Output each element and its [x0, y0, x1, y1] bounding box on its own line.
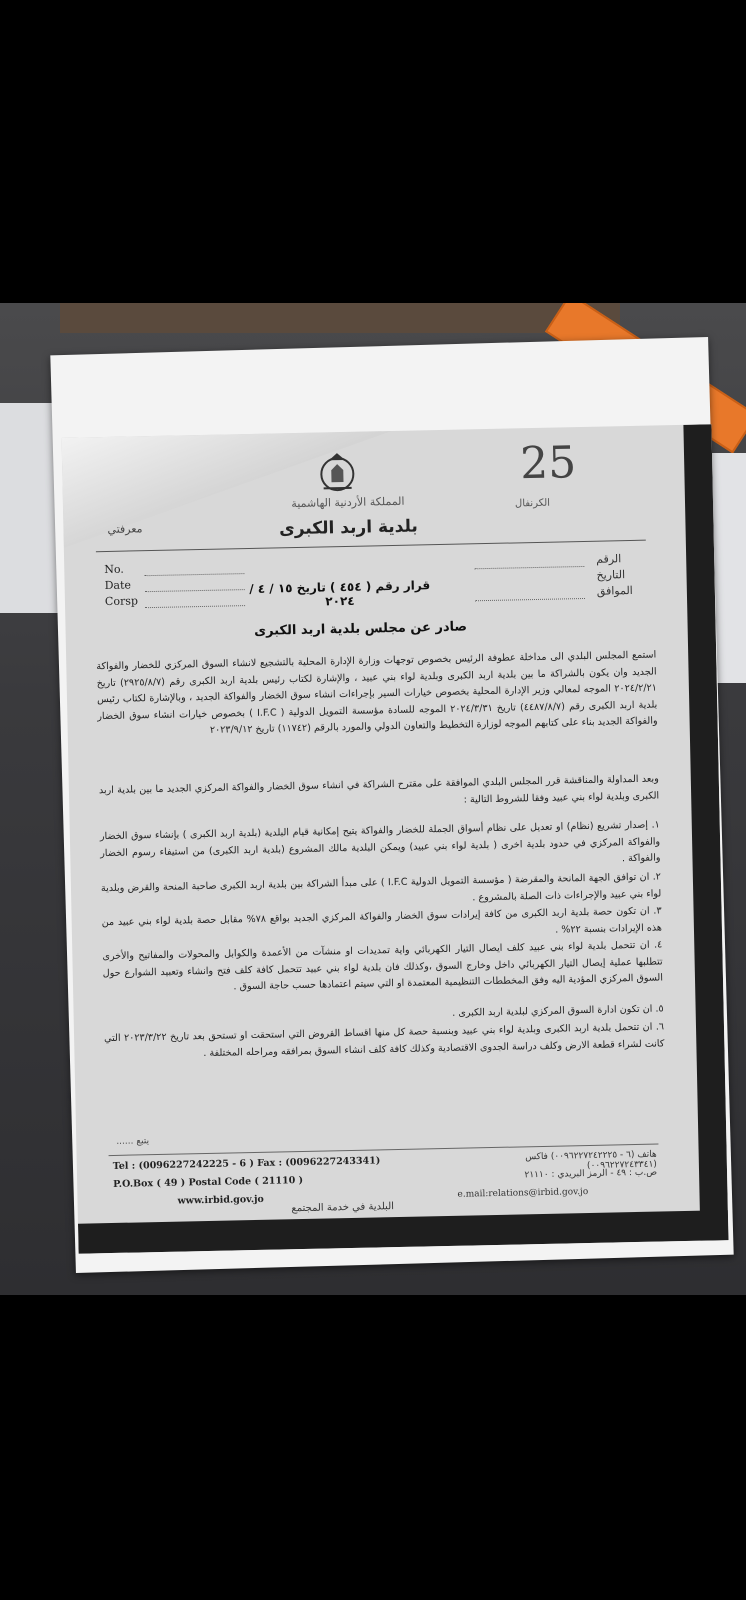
footer-email: e.mail:relations@irbid.gov.jo: [457, 1187, 589, 1200]
paragraph-intro: استمع المجلس البلدي الى مداخلة عطوفة الرئيس بخصوص توجهات وزارة الإدارة المحلية بالتشجيع لانشاء السوق المركزي للخضار والفواكة الجديد وان يكون بالشراكة ما بين بلدية اربد الكبرى وبلدية لواء بني عبيد ، والإشارة لكتاب رئيس بلدية اربد الكبرى رقم (٢٩٢٥/٨/٧) تاريخ ٢٠٢٤/٢/٢١ الموجه لمعالي وزير الإدارة المحلية بخصوص خيارات السير بإجراءات انشاء سوق الخضار والفواكة الجديد ، وبالإشارة لكتاب رئيس بلدية اربد الكبرى رقم (٤٤٨٧/٨/٧) تاريخ ٢٠٢٤/٣/٣١ الموجه للسادة مؤسسة التمويل الدولية ( I.F.C ) بخصوص خيارات انشاء سوق الخضار والفواكة الجديد بناء على كتابهم الموجه لوزارة التخطيط والتعاون الدولي والمورد بالرقم (١١٧٤٢) تاريخ ٢٠٢٣/٩/١٢: [96, 649, 658, 736]
footer-pobox: P.O.Box ( 49 ) Postal Code ( 21110 ): [113, 1175, 304, 1190]
date-label: Date: [104, 578, 132, 593]
header-rule: [96, 540, 646, 553]
condition-item-1: ١. إصدار تشريع (نظام) او تعديل على نظام أسواق الجملة للخضار والفواكة يتيح إمكانية قيام البلدية (بلدية اربد الكبرى ) بإنشاء سوق الخضار والفواكة المركزي في حدود بلدية اخرى ( بلدية لواء بني عبيد) ويمكن البلدية مالك المشروع (بلدية اربد الكبرى) من استيفاء رسوم الخضار والفواكة .: [99, 819, 661, 865]
signature-stamp: معرفتي: [107, 522, 143, 536]
footer-slogan: البلدية في خدمة المجتمع: [291, 1201, 395, 1215]
continued-note: يتبع ......: [116, 1136, 150, 1147]
footer-tel: Tel : (0096227242225 - 6 ) Fax : (0096227243341): [112, 1155, 381, 1172]
date-dots: [145, 588, 245, 592]
footer-ar-pobox: ص.ب : ٤٩ - الرمز البريدي : ٢١١١٠: [524, 1167, 658, 1181]
ar-no-dots: [474, 565, 584, 569]
footer-web: www.irbid.gov.jo: [177, 1193, 264, 1207]
corsp-dots: [145, 604, 245, 608]
table-edge: [60, 303, 620, 333]
jordan-emblem-icon: [315, 450, 360, 497]
municipality-name: بلدية اربد الكبرى: [278, 516, 419, 540]
photo-background: [0, 303, 746, 1295]
document-page: [62, 424, 729, 1253]
condition-item-5: ٥. ان تكون ادارة السوق المركزي لبلدية اربد الكبرى .: [452, 1003, 664, 1019]
logo-caption: الكرنفال: [514, 497, 551, 510]
ar-corsp-label: الموافق: [596, 583, 633, 598]
no-dots: [144, 572, 244, 576]
condition-item-3: ٣. ان تكون حصة بلدية اربد الكبرى من كافة إيرادات سوق الخضار والفواكة المركزي الجديد بواقع ٧٨% مقابل حصة بلدية لواء بني عبيد من هذه الإيرادات بنسبة ٢٢% .: [101, 905, 663, 936]
footer-ar-phone: هاتف (٦ - ٠٠٩٦٢٢٧٢٤٢٢٢٥) فاكس (٠٠٩٦٢٢٧٢٤٣٣٤١): [525, 1149, 657, 1172]
condition-item-6: ٦. ان تتحمل بلدية اربد الكبرى وبلدية لواء بني عبيد وبنسبة حصة كل منها اقساط القروض التي استحقت او تستحق بعد تاريخ ٢٠٢٣/٣/٢٢ التي كانت لشراء قطعة الارض وكلف دراسة الجدوى الاقتصادية وكذلك كافة كلف انشاء السوق بمرافقه ومراحله المختلفة .: [104, 1021, 665, 1059]
no-label: No.: [104, 562, 124, 577]
kingdom-name: المملكة الأردنية الهاشمية: [291, 494, 405, 511]
paragraph-decision: وبعد المداولة والمناقشة قرر المجلس البلدي الموافقة على مقترح الشراكة في انشاء سوق الخضار والفواكة المركزي الجديد ما بين بلدية اربد الكبرى وبلدية لواء بني عبيد وفقا للشروط التالية :: [98, 773, 660, 806]
corsp-label: Corsp: [104, 594, 139, 609]
condition-item-2: ٢. ان توافق الجهة المانحة والمقرضة ( مؤسسة التمويل الدولية I.F.C ) على مبدأ الشراكة بين بلدية اربد الكبرى صاحبة المنحة والقرض وبلدية لواء بني عبيد والإجراءات ذات الصلة بالمشروع .: [100, 871, 662, 903]
background-sheet-left: [0, 403, 60, 613]
ar-date-label: التاريخ: [596, 568, 626, 582]
anniversary-logo: 25: [519, 437, 577, 490]
ar-corsp-dots: [475, 597, 585, 601]
condition-item-4: ٤. ان تتحمل بلدية لواء بني عبيد كلف ايصال التيار الكهربائي واية تمديدات او منشآت من الأعمدة والكوابل والمحولات والمفاتيح والأخرى تتطلبها عملية إيصال التيار الكهربائي داخل وخارج السوق ،وكذلك فان بلدية لواء بني عبيد تتحمل كافة كلف فتح وانشاء وتعبيد الشوارع حول السوق المركزي المؤدية اليه وفق المخططات التنظيمية المعتمدة او التي سيتم اعتمادها حسب حاجة السوق .: [102, 939, 664, 993]
document-title: صادر عن مجلس بلدية اربد الكبرى: [253, 619, 468, 639]
decision-reference: قرار رقم ( ٤٥٤ ) تاريخ ١٥ / ٤ /٢٠٢٤: [249, 578, 431, 609]
ar-no-label: الرقم: [596, 552, 622, 566]
